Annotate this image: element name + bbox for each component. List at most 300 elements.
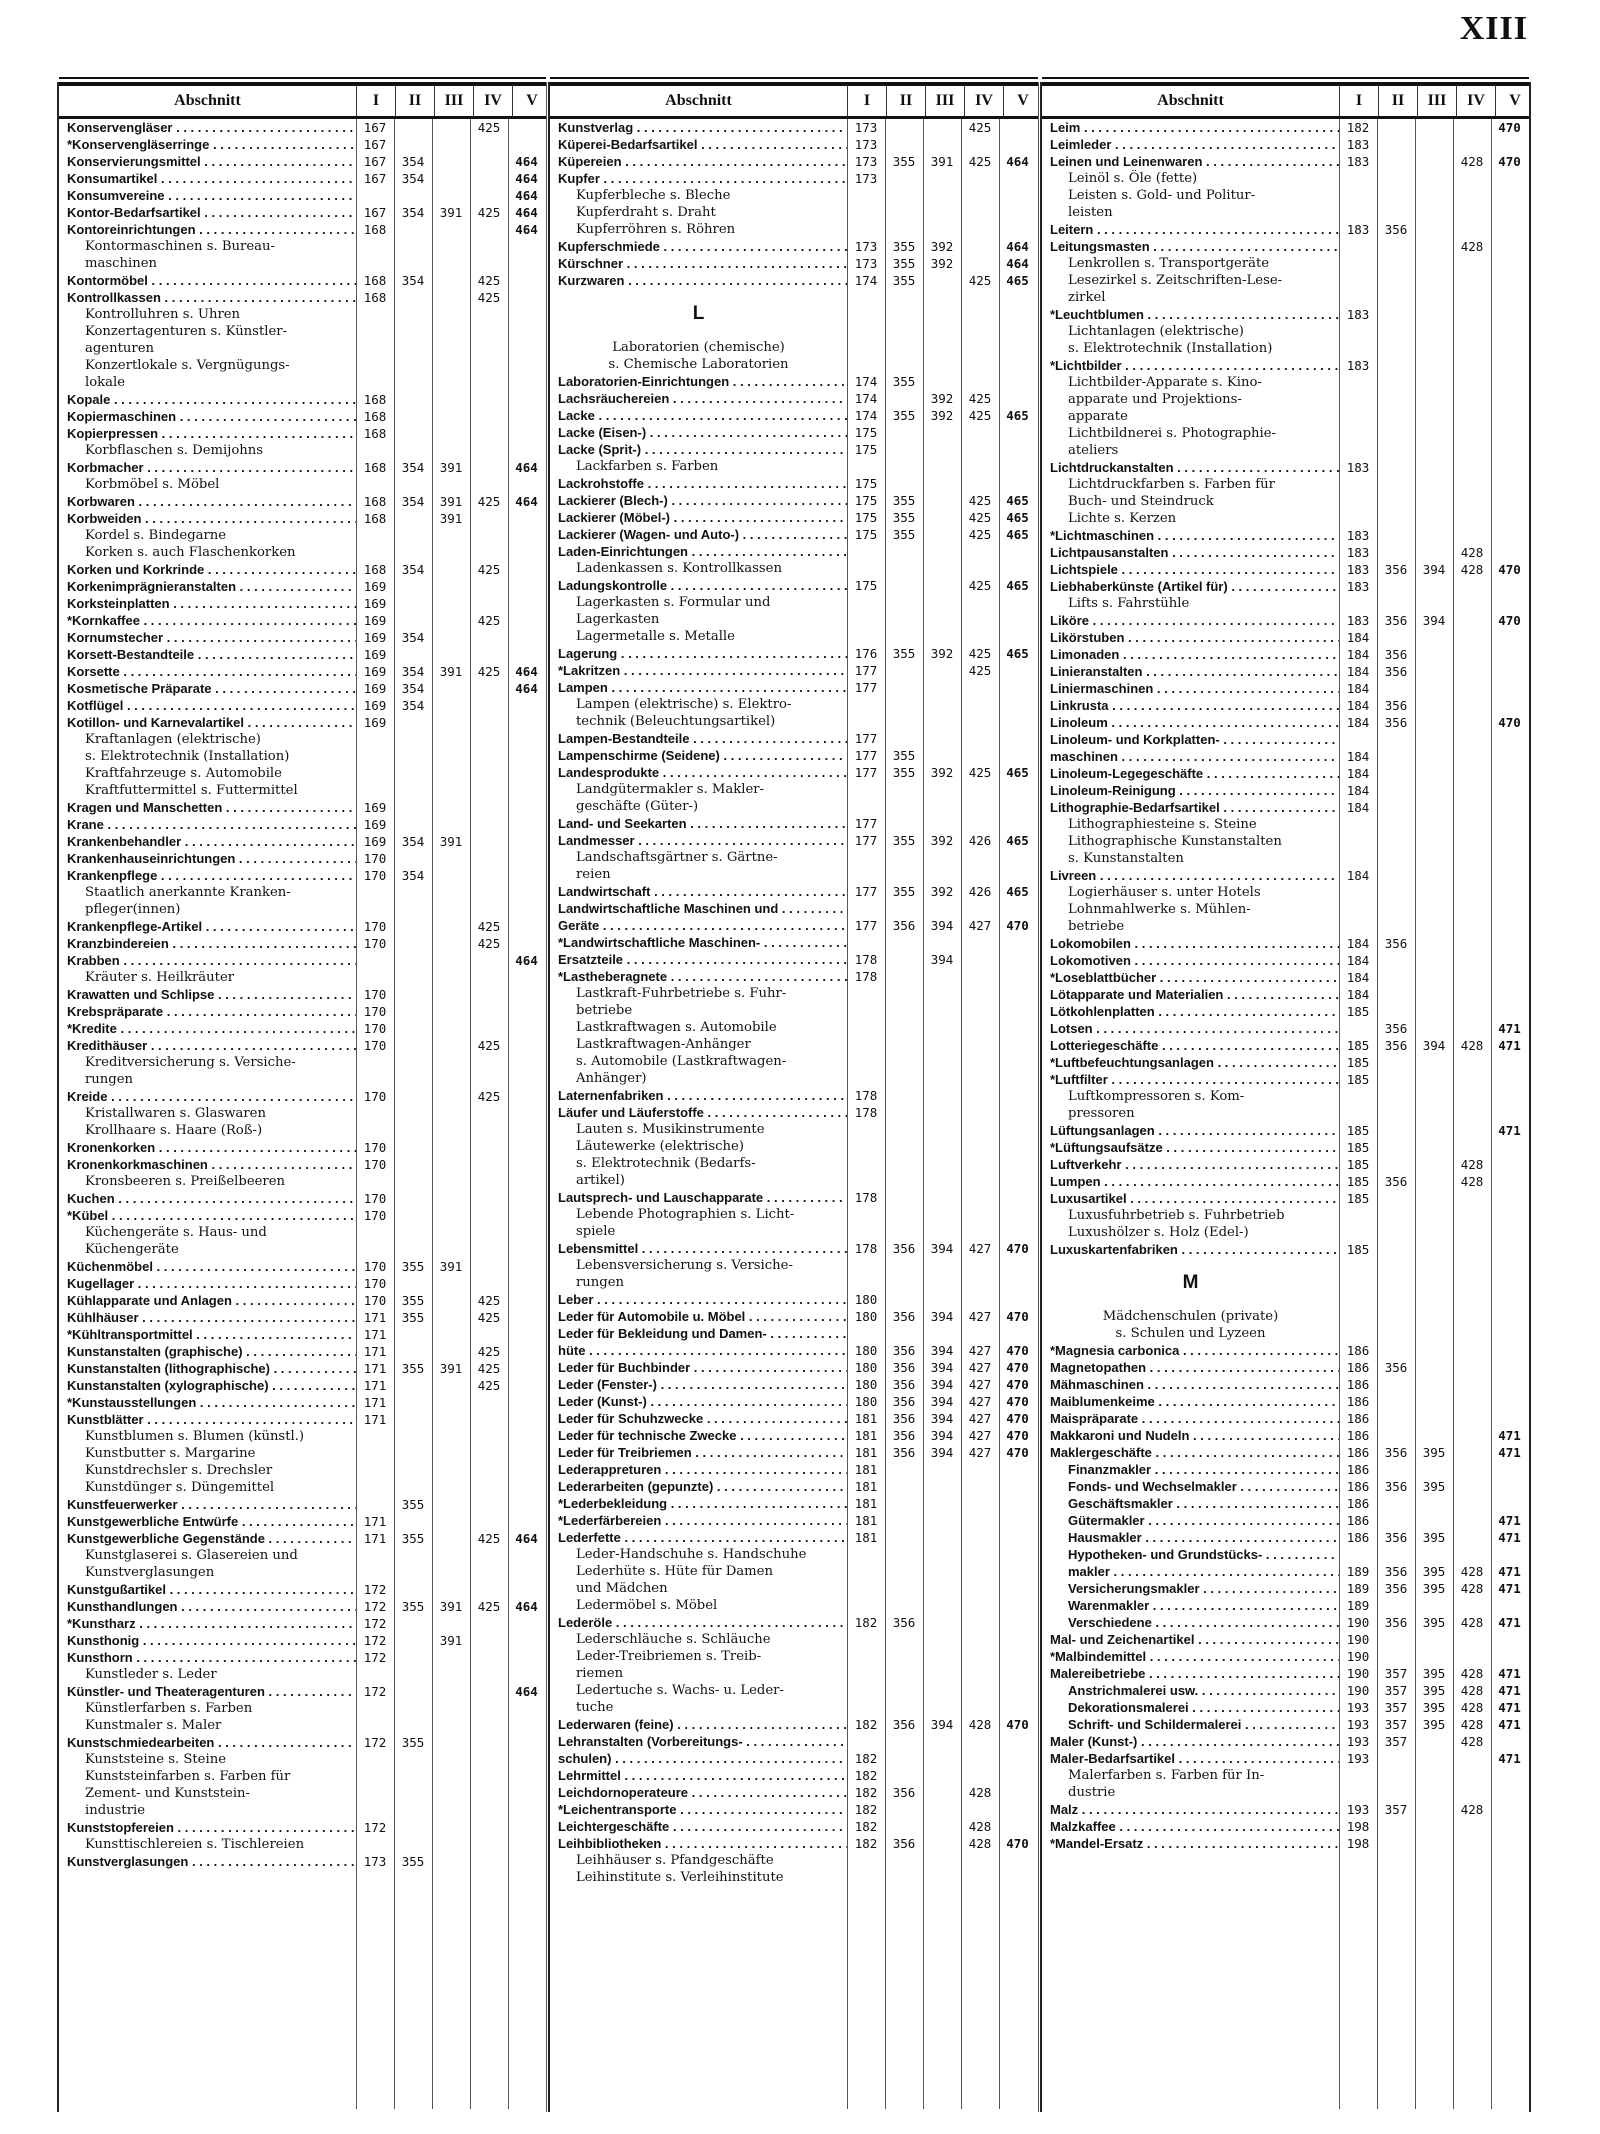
index-entry — [550, 815, 1038, 832]
page-ref-iv — [1453, 1478, 1491, 1495]
header-ii: II — [395, 86, 434, 116]
page-ref-i: 178 — [854, 1190, 878, 1205]
page-ref-iv — [470, 510, 508, 527]
entry-label: Kunstschmiedearbeiten . . . — [59, 1734, 356, 1751]
page-ref-iv: 428 — [1460, 1683, 1484, 1698]
page-ref-iii — [432, 935, 470, 952]
index-entry — [59, 1428, 546, 1445]
page-ref-i — [1339, 1088, 1377, 1105]
entry-label: makler . . . — [1042, 1563, 1339, 1580]
page-ref-iv: 425 — [477, 1089, 501, 1104]
page-ref-i: 173 — [854, 171, 878, 186]
entry-label: Hausmakler . . . — [1042, 1529, 1339, 1546]
page-ref-ii — [394, 1377, 432, 1394]
page-ref-ii — [1377, 136, 1415, 153]
page-ref-iv — [470, 1054, 508, 1071]
page-ref-v — [999, 747, 1036, 764]
cross-reference: Kordel s. Bindegarne — [85, 528, 227, 543]
page-ref-v — [1491, 680, 1528, 697]
page-ref-ii: 356 — [1384, 664, 1408, 679]
page-ref-iv — [470, 1819, 508, 1836]
entry-label: Malzkaffee . . . — [1042, 1818, 1339, 1835]
page-ref-ii — [1377, 391, 1415, 408]
page-ref-iii — [923, 1206, 961, 1223]
page-ref-iv — [470, 799, 508, 816]
page-ref-ii — [394, 1700, 432, 1717]
entry-label: Geräte . . . — [550, 917, 847, 934]
index-entry — [59, 374, 546, 391]
index-entry — [59, 1105, 546, 1122]
page-ref-v: 464 — [515, 154, 538, 169]
page-ref-v — [1491, 663, 1528, 680]
page-ref-i — [1339, 170, 1377, 187]
page-ref-v — [508, 1564, 545, 1581]
page-ref-v — [999, 1206, 1036, 1223]
page-ref-iii — [432, 408, 470, 425]
page-ref-v — [508, 1071, 545, 1088]
page-ref-iii — [432, 391, 470, 408]
index-entry — [1042, 1835, 1529, 1852]
page-ref-iv: 425 — [477, 494, 501, 509]
page-ref-i — [1339, 442, 1377, 459]
page-ref-ii — [394, 1666, 432, 1683]
page-ref-iv: 428 — [1460, 239, 1484, 254]
page-ref-i: 167 — [363, 205, 387, 220]
page-ref-iv — [1453, 1393, 1491, 1410]
page-ref-i: 183 — [1346, 579, 1370, 594]
page-ref-v — [508, 1309, 545, 1326]
cross-reference: riemen — [576, 1666, 624, 1681]
page-ref-iii — [432, 1139, 470, 1156]
page-ref-iv — [1453, 1444, 1491, 1461]
page-ref-iii — [1415, 187, 1453, 204]
page-ref-ii — [394, 1717, 432, 1734]
page-ref-ii — [1377, 1631, 1415, 1648]
index-entry — [59, 765, 546, 782]
page-ref-iii — [1415, 374, 1453, 391]
page-ref-v — [999, 1563, 1036, 1580]
page-ref-i: 178 — [854, 1105, 878, 1120]
page-ref-iv — [1453, 1784, 1491, 1801]
page-ref-iii — [432, 1445, 470, 1462]
page-ref-iv — [470, 1326, 508, 1343]
page-ref-v — [1491, 1597, 1528, 1614]
cross-reference: dustrie — [1068, 1785, 1116, 1800]
page-ref-iii — [1415, 510, 1453, 527]
page-ref-iv — [961, 1291, 999, 1308]
page-ref-iii — [923, 934, 961, 951]
page-ref-iv — [470, 1224, 508, 1241]
page-ref-i — [356, 476, 394, 493]
page-ref-ii — [885, 1036, 923, 1053]
page-ref-i — [847, 1002, 885, 1019]
page-ref-v — [1491, 765, 1528, 782]
page-ref-iii — [923, 424, 961, 441]
page-ref-iii — [432, 1224, 470, 1241]
page-ref-v — [999, 1291, 1036, 1308]
page-ref-iv — [470, 714, 508, 731]
entry-label: Maler (Kunst-) . . . — [1042, 1733, 1339, 1750]
entry-label: Luxuskartenfabriken . . . — [1042, 1241, 1339, 1258]
page-ref-iv — [961, 1002, 999, 1019]
page-ref-iv — [1453, 1512, 1491, 1529]
page-ref-ii — [394, 306, 432, 323]
page-ref-ii — [1377, 374, 1415, 391]
cross-reference: s. Elektrotechnik (Installation) — [1068, 341, 1273, 356]
page-ref-iii — [1415, 442, 1453, 459]
page-ref-ii — [1377, 1207, 1415, 1224]
page-ref-i — [847, 1631, 885, 1648]
page-ref-i — [1339, 1020, 1377, 1037]
page-ref-iv: 428 — [1460, 1802, 1484, 1817]
cross-reference: Lastkraftwagen s. Automobile — [576, 1020, 777, 1035]
page-ref-v — [1491, 1801, 1528, 1818]
entry-label: *Kübel . . . — [59, 1207, 356, 1224]
entry-label: Magnetopathen . . . — [1042, 1359, 1339, 1376]
cross-reference: s. Automobile (Lastkraftwagen- — [576, 1054, 787, 1069]
page-ref-iv — [1453, 340, 1491, 357]
page-ref-iii: 391 — [439, 834, 463, 849]
index-entry — [1042, 612, 1529, 629]
cross-reference: Lenkrollen s. Transportgeräte — [1068, 256, 1270, 271]
page-ref-iv — [1453, 119, 1491, 136]
page-ref-iii — [923, 628, 961, 645]
cross-reference: artikel) — [576, 1173, 625, 1188]
page-ref-iii — [1415, 1393, 1453, 1410]
page-ref-iii — [432, 1479, 470, 1496]
page-ref-iv — [470, 1479, 508, 1496]
page-ref-v — [1491, 1835, 1528, 1852]
page-ref-iv — [961, 696, 999, 713]
header-ii: II — [1378, 86, 1417, 116]
page-ref-i — [356, 1241, 394, 1258]
page-ref-iv — [470, 765, 508, 782]
page-ref-i: 190 — [1346, 1649, 1370, 1664]
page-ref-iv: 425 — [968, 493, 992, 508]
page-ref-i — [847, 1036, 885, 1053]
page-ref-iv — [470, 1156, 508, 1173]
index-entry — [59, 697, 546, 714]
page-ref-iv — [961, 611, 999, 628]
index-entry — [59, 1156, 546, 1173]
page-ref-iii — [1415, 1207, 1453, 1224]
entry-label: Ersatzteile . . . — [550, 951, 847, 968]
entry-label: Dekorationsmalerei . . . — [1042, 1699, 1339, 1716]
entry-label: Luftverkehr . . . — [1042, 1156, 1339, 1173]
page-ref-ii — [394, 1836, 432, 1853]
page-ref-v — [508, 1445, 545, 1462]
page-ref-iv — [1453, 357, 1491, 374]
page-ref-i: 173 — [854, 256, 878, 271]
page-ref-iii — [923, 679, 961, 696]
page-ref-iii — [1415, 544, 1453, 561]
page-ref-v: 470 — [1006, 1411, 1029, 1426]
page-ref-ii — [885, 458, 923, 475]
index-entry — [59, 1377, 546, 1394]
page-ref-iii — [432, 1751, 470, 1768]
page-ref-i: 182 — [854, 1819, 878, 1834]
page-ref-iv — [961, 951, 999, 968]
page-ref-ii — [394, 476, 432, 493]
index-entry — [59, 986, 546, 1003]
page-ref-i: 175 — [854, 425, 878, 440]
page-ref-v: 471 — [1498, 1530, 1521, 1545]
entry-label: Landmesser . . . — [550, 832, 847, 849]
page-ref-v: 464 — [515, 681, 538, 696]
page-ref-iv — [1453, 578, 1491, 595]
index-entry — [1042, 935, 1529, 952]
page-ref-ii — [394, 748, 432, 765]
page-ref-ii — [1377, 867, 1415, 884]
page-ref-iv — [961, 849, 999, 866]
page-ref-iii: 392 — [930, 884, 954, 899]
page-ref-ii — [1377, 357, 1415, 374]
page-ref-v — [1491, 204, 1528, 221]
page-ref-v: 470 — [1498, 562, 1521, 577]
page-ref-iii — [432, 1700, 470, 1717]
page-ref-v — [1491, 969, 1528, 986]
entry-label: Korsett-Bestandteile . . . — [59, 646, 356, 663]
page-ref-iii — [923, 221, 961, 238]
page-ref-i: 184 — [1346, 715, 1370, 730]
page-ref-i: 183 — [1346, 613, 1370, 628]
column-body — [550, 119, 1038, 2109]
cross-reference: Leder-Treibriemen s. Treib- — [576, 1649, 762, 1664]
page-ref-ii — [1377, 170, 1415, 187]
page-ref-ii — [885, 934, 923, 951]
page-ref-iii: 392 — [930, 256, 954, 271]
page-ref-iii: 395 — [1422, 1581, 1446, 1596]
page-ref-ii — [885, 662, 923, 679]
page-ref-v — [1491, 1733, 1528, 1750]
index-entry — [1042, 1512, 1529, 1529]
page-ref-iv — [961, 1699, 999, 1716]
page-ref-i — [1339, 918, 1377, 935]
page-ref-iv: 428 — [968, 1836, 992, 1851]
page-ref-ii — [1377, 527, 1415, 544]
page-ref-iii — [923, 1155, 961, 1172]
page-ref-iii — [432, 561, 470, 578]
page-ref-iii — [923, 1648, 961, 1665]
page-ref-v — [508, 1207, 545, 1224]
page-ref-v — [1491, 459, 1528, 476]
index-entry — [1042, 884, 1529, 901]
page-ref-v — [1491, 1410, 1528, 1427]
cross-reference: reien — [576, 867, 611, 882]
index-entry — [550, 119, 1038, 136]
entry-label: hüte . . . — [550, 1342, 847, 1359]
page-ref-i — [847, 1325, 885, 1342]
page-ref-iii: 394 — [930, 1394, 954, 1409]
index-entry — [1042, 1784, 1529, 1801]
page-ref-ii — [394, 595, 432, 612]
page-ref-i: 167 — [363, 120, 387, 135]
page-ref-iii — [923, 594, 961, 611]
page-ref-iv: 427 — [968, 1377, 992, 1392]
page-ref-v — [508, 833, 545, 850]
page-ref-iv — [961, 1206, 999, 1223]
index-entry — [59, 442, 546, 459]
page-ref-iv — [961, 1597, 999, 1614]
page-ref-i — [1339, 1207, 1377, 1224]
page-ref-iii — [432, 255, 470, 272]
page-ref-v — [1491, 952, 1528, 969]
page-ref-iii — [432, 867, 470, 884]
page-ref-iii — [923, 1461, 961, 1478]
page-ref-iv — [470, 1649, 508, 1666]
index-entry — [59, 1479, 546, 1496]
entry-label: Leimleder . . . — [1042, 136, 1339, 153]
header-i: I — [356, 86, 395, 116]
index-entry — [59, 595, 546, 612]
index-entry — [1042, 1444, 1529, 1461]
page-ref-v — [1491, 1190, 1528, 1207]
page-ref-v: 471 — [1498, 1615, 1521, 1630]
page-ref-iii — [432, 119, 470, 136]
cross-reference: Lagerkasten — [576, 612, 660, 627]
page-ref-v — [999, 458, 1036, 475]
page-ref-v — [508, 1513, 545, 1530]
page-ref-iv — [961, 255, 999, 272]
cross-reference: Leder-Handschuhe s. Handschuhe — [576, 1547, 807, 1562]
page-ref-iv — [961, 441, 999, 458]
page-ref-ii — [394, 1411, 432, 1428]
page-ref-i: 168 — [363, 290, 387, 305]
page-ref-iii — [1415, 748, 1453, 765]
page-ref-iv — [1453, 1461, 1491, 1478]
cross-reference: Leisten s. Gold- und Politur- — [1068, 188, 1256, 203]
page-ref-iv — [470, 1462, 508, 1479]
index-entry — [1042, 1750, 1529, 1767]
cross-reference: Kunstdrechsler s. Drechsler — [85, 1463, 273, 1478]
index-entry — [1042, 1325, 1529, 1342]
page-ref-v — [508, 884, 545, 901]
page-ref-iv: 425 — [477, 120, 501, 135]
page-ref-iv: 428 — [1460, 154, 1484, 169]
page-ref-iv — [961, 1682, 999, 1699]
page-ref-ii — [1377, 425, 1415, 442]
page-ref-ii — [394, 714, 432, 731]
page-ref-v — [508, 731, 545, 748]
page-ref-iv — [470, 595, 508, 612]
index-entry — [59, 935, 546, 952]
index-entry — [550, 1121, 1038, 1138]
page-ref-iii — [1415, 221, 1453, 238]
entry-label: Schrift- und Schildermalerei . . . — [1042, 1716, 1339, 1733]
page-ref-iii — [923, 1784, 961, 1801]
column-header — [550, 82, 1038, 119]
page-ref-ii: 355 — [892, 154, 916, 169]
page-ref-i: 185 — [1346, 1174, 1370, 1189]
page-ref-ii — [394, 1105, 432, 1122]
page-ref-i: 167 — [363, 137, 387, 152]
cross-reference: Kraftfuttermittel s. Futtermittel — [85, 783, 298, 798]
entry-label: Korksteinplatten . . . — [59, 595, 356, 612]
cross-reference: Buch- und Steindruck — [1068, 494, 1214, 509]
page-ref-v — [999, 611, 1036, 628]
page-ref-iii — [432, 1003, 470, 1020]
page-ref-i: 170 — [363, 936, 387, 951]
entry-label: Leder für Schuhzwecke . . . — [550, 1410, 847, 1427]
page-ref-v: 464 — [515, 1531, 538, 1546]
page-ref-i: 170 — [363, 1038, 387, 1053]
page-ref-ii — [394, 1071, 432, 1088]
cross-reference: s. Schulen und Lyzeen — [1115, 1326, 1266, 1341]
cross-reference: geschäfte (Güter-) — [576, 799, 699, 814]
page-ref-iv — [470, 1666, 508, 1683]
page-ref-iii — [432, 629, 470, 646]
page-ref-v — [1491, 1546, 1528, 1563]
page-ref-i — [356, 748, 394, 765]
page-ref-iv — [961, 1189, 999, 1206]
cross-reference: Lichtdruckfarben s. Farben für — [1068, 477, 1275, 492]
index-column-3 — [1040, 82, 1531, 2112]
page-ref-ii — [885, 221, 923, 238]
page-ref-iv — [1453, 799, 1491, 816]
page-ref-ii: 355 — [401, 1854, 425, 1869]
entry-label: Linieranstalten . . . — [1042, 663, 1339, 680]
cross-reference: Lauten s. Musikinstrumente — [576, 1122, 765, 1137]
entry-label: Kunstanstalten (xylographische) . . . — [59, 1377, 356, 1394]
page-ref-iii — [1415, 799, 1453, 816]
page-ref-i: 170 — [363, 1259, 387, 1274]
page-ref-iv: 425 — [968, 154, 992, 169]
index-entry — [1042, 1224, 1529, 1241]
entry-label: Linoleum-Reinigung . . . — [1042, 782, 1339, 799]
page-ref-iii — [923, 1257, 961, 1274]
page-ref-iv — [470, 680, 508, 697]
page-ref-v — [999, 1580, 1036, 1597]
page-ref-iv — [1453, 765, 1491, 782]
page-ref-ii — [394, 187, 432, 204]
page-ref-v — [508, 1173, 545, 1190]
page-ref-v — [1491, 493, 1528, 510]
page-ref-v — [508, 1649, 545, 1666]
header-ii: II — [886, 86, 925, 116]
entry-label: Lagerung . . . — [550, 645, 847, 662]
index-entry — [550, 1308, 1038, 1325]
page-ref-iv — [961, 985, 999, 1002]
page-ref-i: 167 — [363, 171, 387, 186]
page-ref-v — [508, 1241, 545, 1258]
page-ref-ii — [394, 1479, 432, 1496]
index-entry — [59, 1343, 546, 1360]
page-ref-iv: 428 — [1460, 1615, 1484, 1630]
page-ref-iii — [923, 1087, 961, 1104]
page-ref-iii — [923, 373, 961, 390]
page-ref-v — [508, 408, 545, 425]
page-ref-i — [1339, 374, 1377, 391]
index-entry — [1042, 493, 1529, 510]
index-entry — [59, 1564, 546, 1581]
entry-label: Kosmetische Präparate . . . — [59, 680, 356, 697]
page-ref-ii — [885, 1512, 923, 1529]
page-ref-iv — [1453, 782, 1491, 799]
cross-reference: Konzertlokale s. Vergnügungs- — [85, 358, 290, 373]
page-ref-ii — [1377, 1190, 1415, 1207]
entry-label: *Luftfilter . . . — [1042, 1071, 1339, 1088]
index-entry — [1042, 1648, 1529, 1665]
entry-label: Kugellager . . . — [59, 1275, 356, 1292]
page-ref-v — [1491, 1461, 1528, 1478]
page-ref-i — [1339, 323, 1377, 340]
page-ref-v — [1491, 136, 1528, 153]
page-ref-i — [847, 543, 885, 560]
page-ref-iii — [1415, 867, 1453, 884]
page-ref-ii: 356 — [1384, 1530, 1408, 1545]
page-ref-iv — [470, 816, 508, 833]
entry-label: Lackierer (Möbel-) . . . — [550, 509, 847, 526]
